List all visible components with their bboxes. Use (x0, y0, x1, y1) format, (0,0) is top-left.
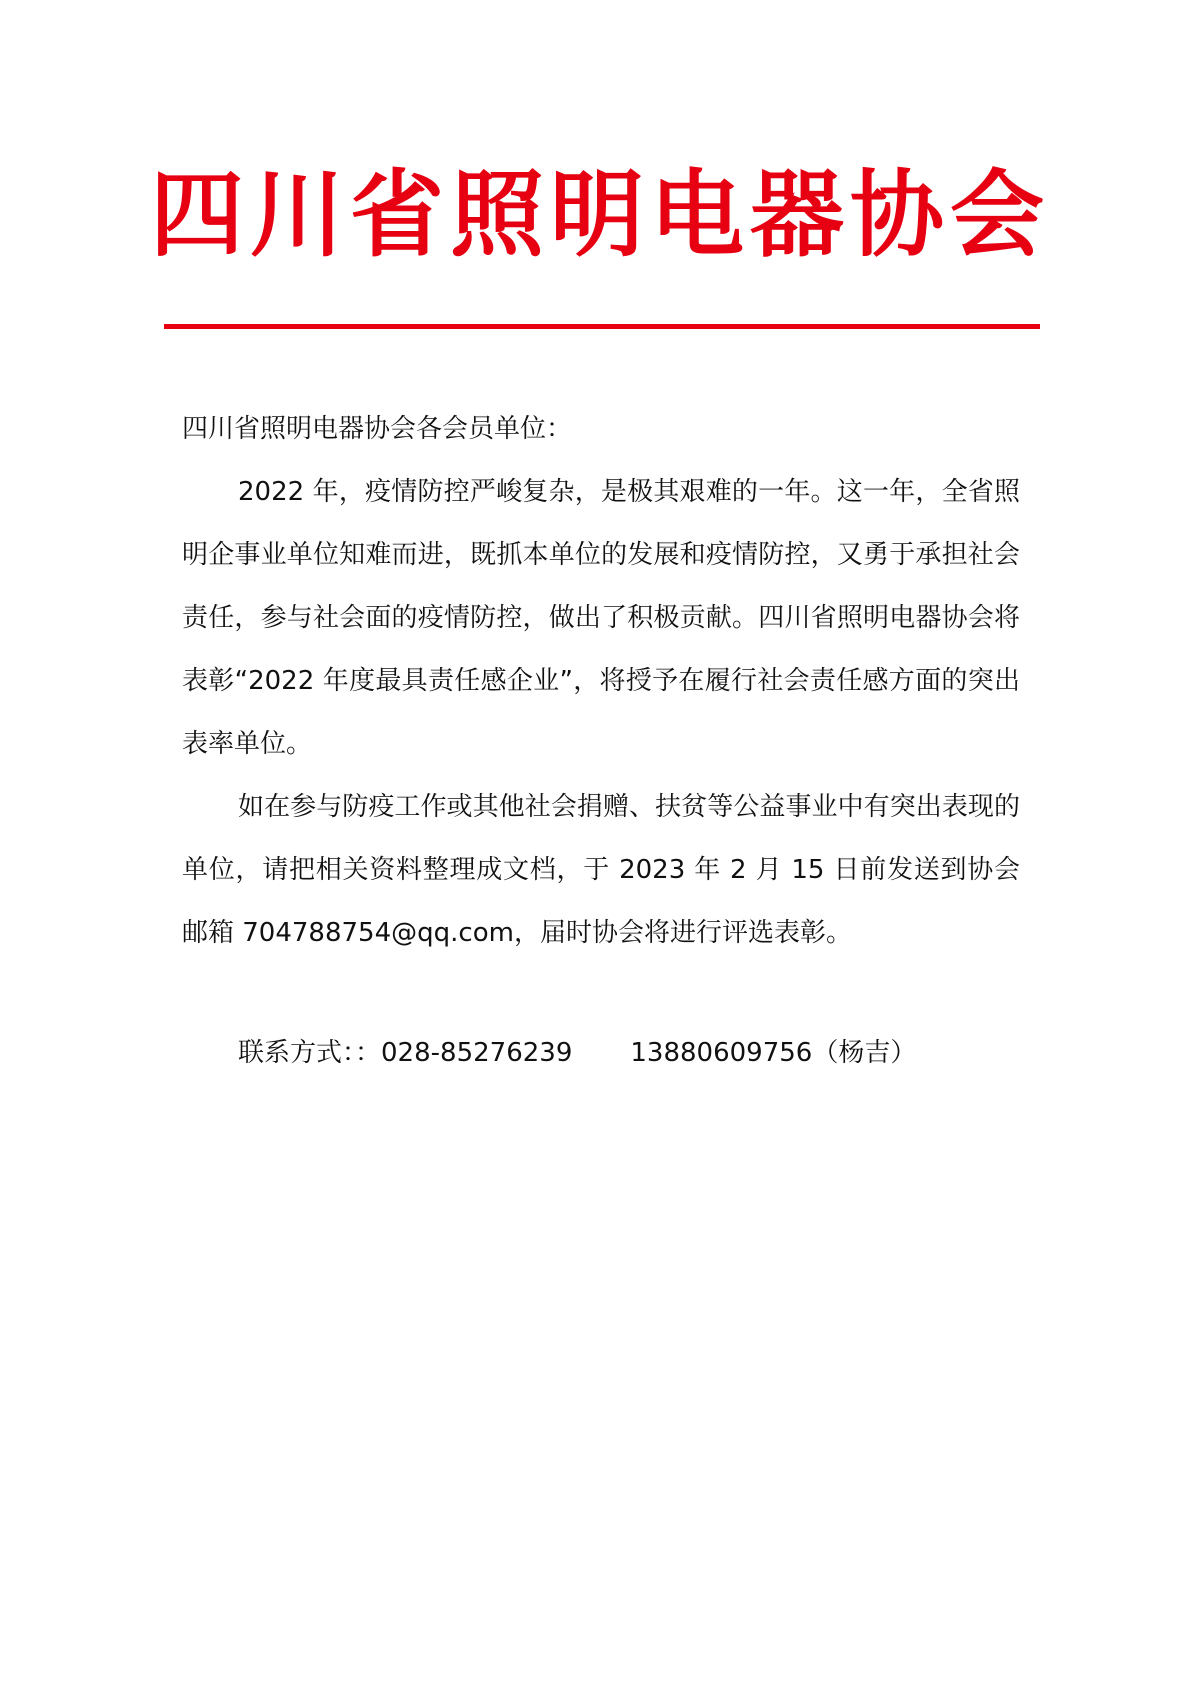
letterhead-divider (164, 324, 1040, 329)
contact-line (238, 1022, 916, 1085)
letterhead-title: 四川省照明电器协会 (150, 160, 1051, 270)
contact-mobile: 13880609756（杨吉） (630, 1038, 917, 1068)
letter-body (182, 398, 1020, 965)
contact-phone: 028-85276239 (381, 1038, 573, 1068)
salutation: 四川省照明电器协会各会员单位： (182, 414, 573, 444)
paragraph-2: 如在参与防疫工作或其他社会捐赠、扶贫等公益事业中有突出表现的单位，请把相关资料整理成文档，于 2023 年 2 月 15 日前发送到协会邮箱 704788754@qq.com，届时协会将进行评选表彰。 (182, 792, 1020, 948)
paragraph-1: 2022 年，疫情防控严峻复杂，是极其艰难的一年。这一年，全省照明企事业单位知难而进，既抓本单位的发展和疫情防控，又勇于承担社会责任，参与社会面的疫情防控，做出了积极贡献。四川省照明电器协会将表彰“2022 年度最具责任感企业”，将授予在履行社会责任感方面的突出表率单位。 (182, 477, 1020, 759)
contact-label: 联系方式：： (238, 1038, 382, 1068)
